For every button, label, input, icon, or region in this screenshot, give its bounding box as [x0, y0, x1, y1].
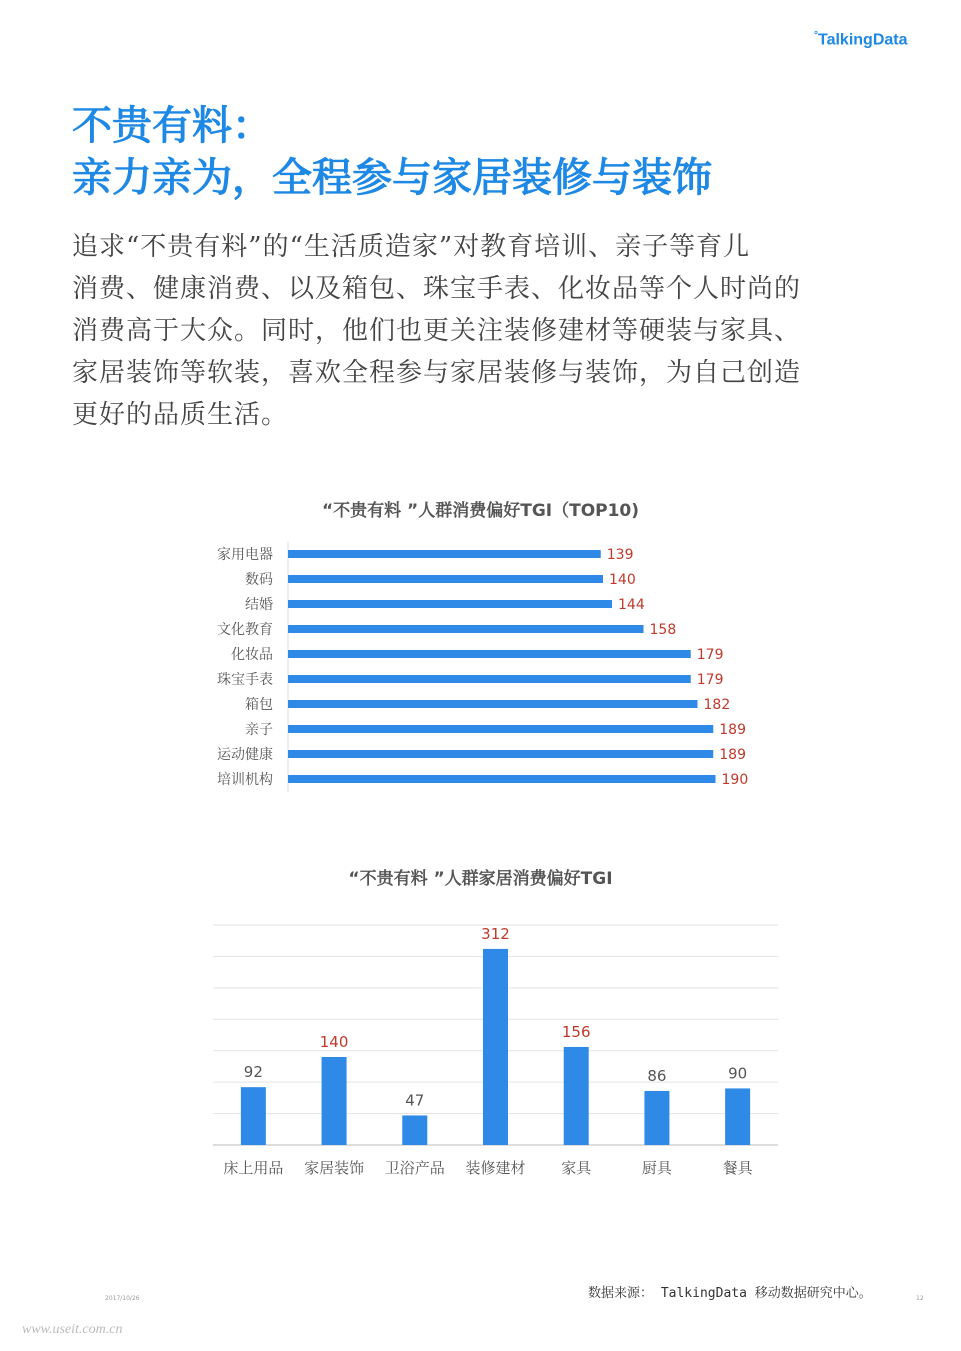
bar — [288, 725, 713, 733]
vbar-chart-title: “不贵有料 ”人群家居消费偏好TGI — [348, 869, 613, 889]
bar — [288, 600, 612, 608]
footer-date: 2017/10/26 — [105, 1295, 140, 1302]
category-label: 床上用品 — [223, 1159, 284, 1177]
value-label: 47 — [405, 1091, 425, 1110]
value-label: 140 — [609, 572, 636, 588]
value-label: 179 — [696, 647, 724, 663]
category-label: 运动健康 — [217, 747, 273, 763]
category-label: 家具 — [561, 1159, 592, 1177]
category-label: 培训机构 — [217, 772, 273, 788]
category-label: 化妆品 — [231, 647, 273, 663]
value-label: 144 — [618, 597, 645, 613]
body-paragraph — [72, 226, 892, 436]
bar — [288, 775, 716, 783]
body-line: 更好的品质生活。 — [72, 400, 289, 430]
category-label: 亲子 — [245, 722, 273, 738]
bar — [288, 575, 603, 583]
bar — [241, 1087, 266, 1145]
category-label: 数码 — [245, 572, 273, 588]
data-source: 数据来源： TalkingData 移动数据研究中心。 — [588, 1286, 872, 1301]
value-label: 158 — [649, 622, 677, 638]
value-label: 182 — [703, 697, 731, 713]
bar — [288, 625, 644, 633]
value-label: 139 — [606, 547, 634, 563]
title-line-1: 不贵有料： — [72, 103, 272, 149]
category-label: 装修建材 — [465, 1159, 526, 1177]
bar — [288, 650, 691, 658]
value-label: 179 — [696, 672, 724, 688]
category-label: 箱包 — [245, 697, 273, 713]
value-label: 86 — [647, 1066, 667, 1085]
hbar-chart-title: “不贵有料 ”人群消费偏好TGI（TOP10) — [321, 501, 640, 521]
category-label: 餐具 — [722, 1159, 753, 1177]
bar — [322, 1057, 347, 1145]
home-tgi-bar-chart — [0, 915, 961, 1185]
bar — [288, 675, 691, 683]
bar — [402, 1115, 427, 1145]
title-line-2: 亲力亲为，全程参与家居装修与装饰 — [72, 155, 712, 201]
value-label: 92 — [243, 1063, 263, 1082]
bar — [725, 1088, 750, 1145]
category-label: 珠宝手表 — [217, 672, 273, 688]
bar — [288, 750, 713, 758]
bar — [644, 1091, 669, 1145]
body-line: 追求“不贵有料”的“生活质造家”对教育培训、亲子等育儿 — [72, 232, 751, 262]
value-label: 90 — [728, 1064, 748, 1083]
page-title — [72, 100, 712, 204]
page-number: 12 — [916, 1295, 924, 1302]
bar — [564, 1047, 589, 1145]
body-line: 消费高于大众。同时，他们也更关注装修建材等硬装与家具、 — [72, 316, 802, 346]
value-label: 189 — [719, 747, 746, 763]
watermark: www.useit.com.cn — [22, 1322, 123, 1337]
body-line: 家居装饰等软装，喜欢全程参与家居装修与装饰，为自己创造 — [72, 358, 802, 388]
bar — [483, 949, 508, 1145]
category-label: 文化教育 — [217, 622, 273, 638]
category-label: 家居装饰 — [304, 1159, 365, 1177]
consumption-tgi-bar-chart — [0, 540, 961, 800]
category-label: 厨具 — [641, 1159, 672, 1177]
bar — [288, 700, 698, 708]
bar — [288, 550, 601, 558]
category-label: 结婚 — [245, 597, 273, 613]
value-label: 190 — [721, 772, 749, 788]
value-label: 156 — [561, 1022, 591, 1041]
talkingdata-logo: °TalkingData — [814, 30, 908, 49]
body-line: 消费、健康消费、以及箱包、珠宝手表、化妆品等个人时尚的 — [72, 274, 802, 304]
category-label: 家用电器 — [217, 547, 273, 563]
value-label: 312 — [481, 924, 510, 943]
value-label: 189 — [719, 722, 746, 738]
value-label: 140 — [319, 1033, 349, 1051]
category-label: 卫浴产品 — [384, 1159, 445, 1177]
